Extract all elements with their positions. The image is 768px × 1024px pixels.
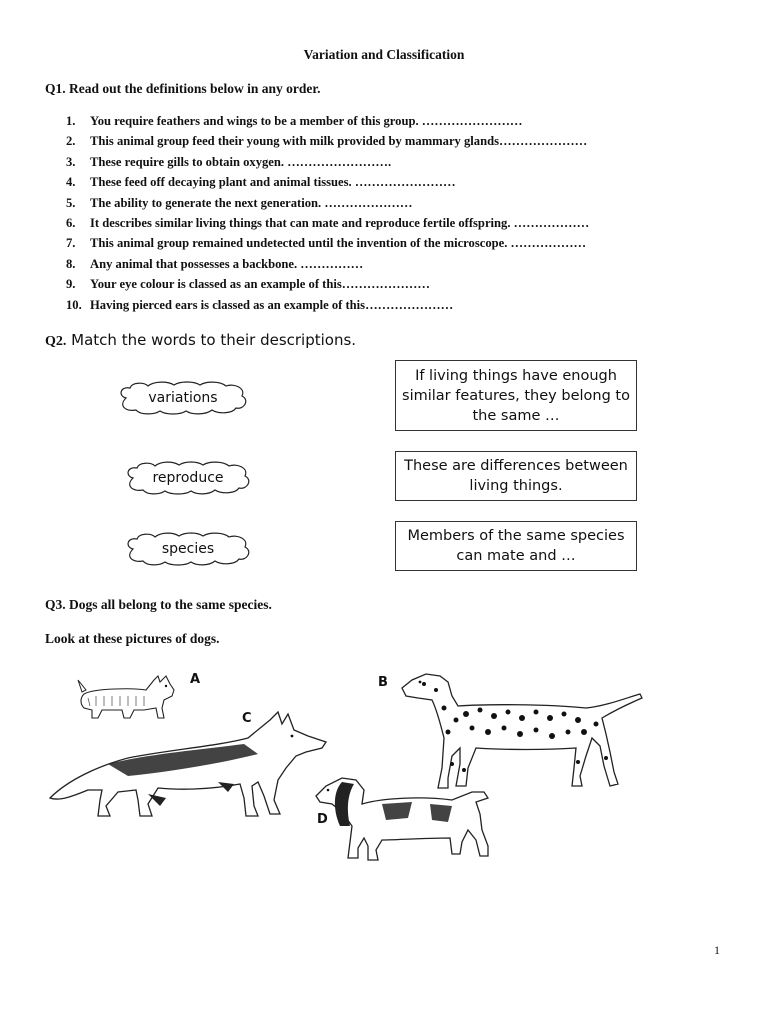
list-item: 1. You require feathers and wings to be a member of this group. …………………… [66, 114, 523, 128]
q3-instruction: Look at these pictures of dogs. [45, 631, 220, 646]
dog-label-c: C [242, 711, 252, 726]
description-box: Members of the same species can mate and … [395, 521, 637, 571]
q2-heading [45, 331, 356, 350]
list-item: 9. Your eye colour is classed as an example of this………………… [66, 277, 430, 292]
dog-c-illustration [48, 710, 330, 822]
q3-heading: Q3. Dogs all belong to the same species. [45, 597, 272, 612]
list-item: 3. These require gills to obtain oxygen. ……………………. [66, 154, 392, 169]
dog-d-illustration [312, 768, 496, 864]
word-label: species [161, 541, 215, 557]
definitions-list [66, 114, 589, 318]
word-cloud-variations [116, 380, 250, 416]
list-item: 2. This animal group feed their young with milk provided by mammary glands………………… [66, 134, 588, 149]
q1-heading: Q1. Read out the definitions below in any order. [45, 81, 321, 96]
q2-label: Q2. [45, 334, 67, 349]
dog-label-b: B [378, 675, 388, 690]
description-box: These are differences between living things. [395, 451, 637, 501]
list-item: 4. These feed off decaying plant and animal tissues. …………………… [66, 175, 456, 190]
list-item: 10. Having pierced ears is classed as an example of this………………… [66, 297, 454, 312]
dog-label-d: D [317, 812, 328, 827]
list-item: 7. This animal group remained undetected until the invention of the microscope. ……………… [66, 236, 587, 251]
page-number: 1 [714, 943, 720, 957]
dog-label-a: A [190, 672, 201, 687]
q2-instruction: Match the words to their descriptions. [66, 331, 357, 349]
word-cloud-reproduce [123, 460, 253, 496]
list-item: 5. The ability to generate the next generation. ………………… [66, 195, 413, 210]
description-box: If living things have enough similar features, they belong to the same … [395, 360, 637, 431]
list-item: 8. Any animal that possesses a backbone. …………… [66, 256, 364, 271]
list-item: 6. It describes similar living things that can mate and reproduce fertile offspring. ……………… [66, 215, 590, 230]
word-label: reproduce [152, 470, 224, 486]
word-label: variations [148, 390, 218, 406]
page-title: Variation and Classification [303, 47, 465, 62]
word-cloud-species [123, 531, 253, 567]
